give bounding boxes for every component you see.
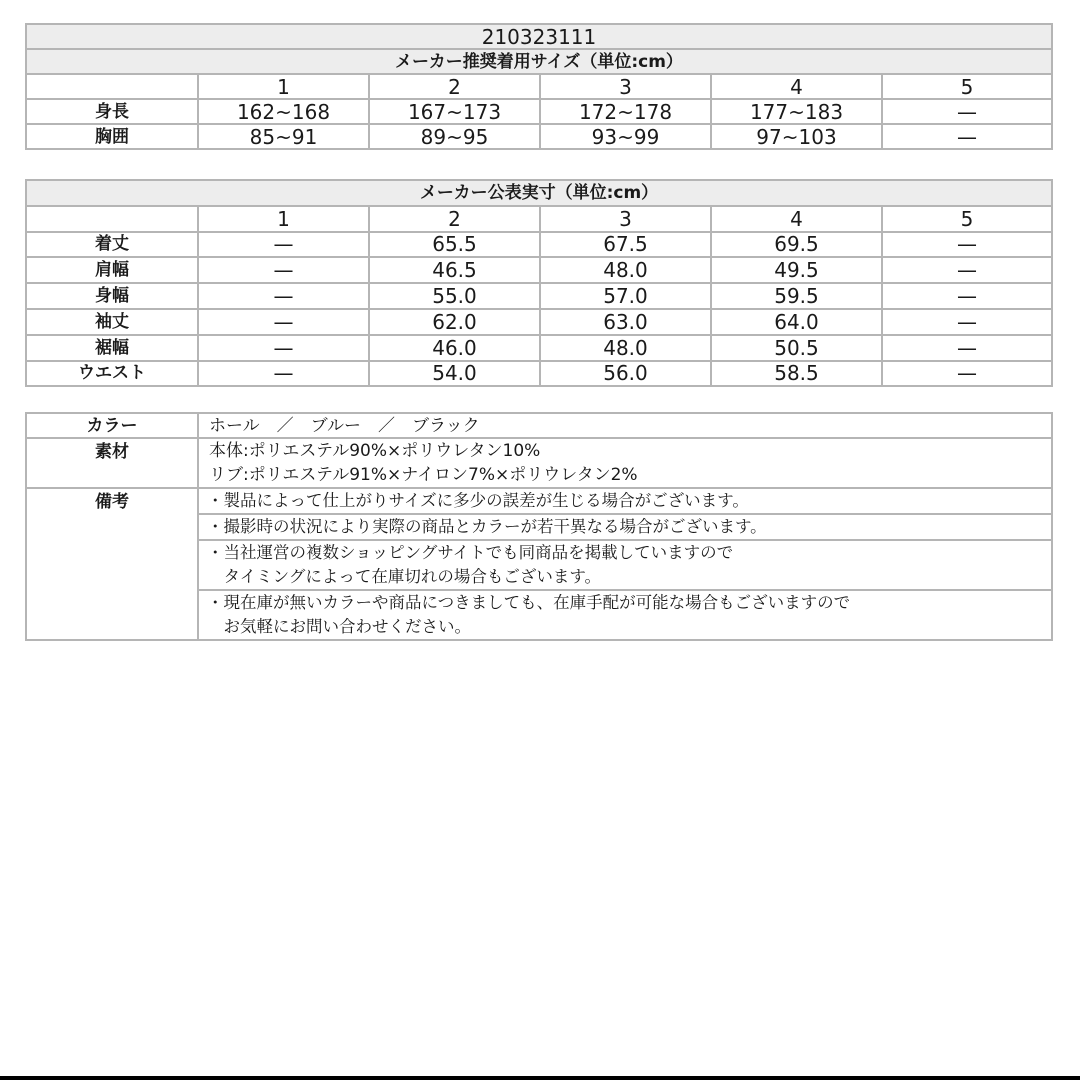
row-label-shoulder: 肩幅 [26,257,198,283]
note-item [198,514,1052,540]
table-cell: 172~178 [540,99,711,124]
table-cell: 167~173 [369,99,540,124]
size-header-cell: 1 [198,206,369,232]
row-label-length: 着丈 [26,232,198,258]
material-line: 本体:ポリエステル90%×ポリウレタン10% [209,441,541,461]
table-cell: — [198,335,369,361]
product-info-table [25,412,1053,641]
size-header-blank [26,206,198,232]
size-header-cell: 4 [711,206,882,232]
table-cell: — [198,257,369,283]
table-row [26,99,1052,124]
note-line: ・撮影時の状況により実際の商品とカラーが若干異なる場合がございます。 [207,517,767,536]
table-cell: — [198,232,369,258]
row-label-waist: ウエスト [26,361,198,387]
table-cell: — [882,99,1052,124]
product-code: 210323111 [26,24,1052,49]
bottom-border [0,1076,1080,1080]
size-header-cell: 2 [369,206,540,232]
size-header-cell: 4 [711,74,882,99]
size-header-blank [26,74,198,99]
row-label-chest: 胸囲 [26,124,198,149]
material-label: 素材 [26,438,198,488]
table-cell: 93~99 [540,124,711,149]
recommended-size-title: メーカー推奨着用サイズ（単位:cm） [26,49,1052,74]
size-header-cell: 1 [198,74,369,99]
table-cell: 46.0 [369,335,540,361]
table-cell: 97~103 [711,124,882,149]
size-header-cell: 2 [369,74,540,99]
table-cell: 55.0 [369,283,540,309]
table-cell: 67.5 [540,232,711,258]
row-label-hem: 裾幅 [26,335,198,361]
table-cell: 54.0 [369,361,540,387]
note-item [198,488,1052,514]
table-row [26,232,1052,258]
table-cell: 162~168 [198,99,369,124]
table-cell: — [882,335,1052,361]
table-cell: 48.0 [540,257,711,283]
table-cell: 56.0 [540,361,711,387]
row-label-width: 身幅 [26,283,198,309]
table-cell: — [882,361,1052,387]
size-header-cell: 3 [540,74,711,99]
table-cell: — [198,361,369,387]
color-value: ホール ／ ブルー ／ ブラック [198,413,1052,438]
table-cell: — [882,232,1052,258]
table-cell: 89~95 [369,124,540,149]
note-item [198,540,1052,590]
table-cell: 49.5 [711,257,882,283]
size-header-cell: 5 [882,74,1052,99]
recommended-size-table [25,23,1053,150]
size-header-cell: 3 [540,206,711,232]
table-row [26,309,1052,335]
notes-label: 備考 [26,488,198,640]
material-line: リブ:ポリエステル91%×ナイロン7%×ポリウレタン2% [209,465,638,485]
table-row [26,257,1052,283]
table-cell: 62.0 [369,309,540,335]
note-item [198,590,1052,640]
table-cell: — [198,309,369,335]
note-line: お気軽にお問い合わせください。 [207,617,471,636]
table-cell: — [198,283,369,309]
table-row [26,283,1052,309]
table-cell: 85~91 [198,124,369,149]
table-cell: — [882,283,1052,309]
table-cell: 46.5 [369,257,540,283]
table-cell: 177~183 [711,99,882,124]
table-cell: 64.0 [711,309,882,335]
note-line: ・製品によって仕上がりサイズに多少の誤差が生じる場合がございます。 [207,491,749,510]
table-cell: — [882,309,1052,335]
table-cell: 50.5 [711,335,882,361]
size-header-cell: 5 [882,206,1052,232]
table-cell: — [882,257,1052,283]
table-cell: 48.0 [540,335,711,361]
row-label-height: 身長 [26,99,198,124]
measurement-table [25,179,1053,387]
table-cell: 58.5 [711,361,882,387]
table-row [26,124,1052,149]
table-row [26,361,1052,387]
table-cell: — [882,124,1052,149]
note-line: タイミングによって在庫切れの場合もございます。 [207,567,602,586]
table-cell: 57.0 [540,283,711,309]
color-label: カラー [26,413,198,438]
row-label-sleeve: 袖丈 [26,309,198,335]
note-line: ・当社運営の複数ショッピングサイトでも同商品を掲載していますので [207,543,734,562]
note-line: ・現在庫が無いカラーや商品につきましても、在庫手配が可能な場合もございますので [207,593,851,612]
table-row [26,335,1052,361]
measurement-title: メーカー公表実寸（単位:cm） [26,180,1052,206]
table-cell: 63.0 [540,309,711,335]
table-cell: 59.5 [711,283,882,309]
table-cell: 69.5 [711,232,882,258]
table-cell: 65.5 [369,232,540,258]
